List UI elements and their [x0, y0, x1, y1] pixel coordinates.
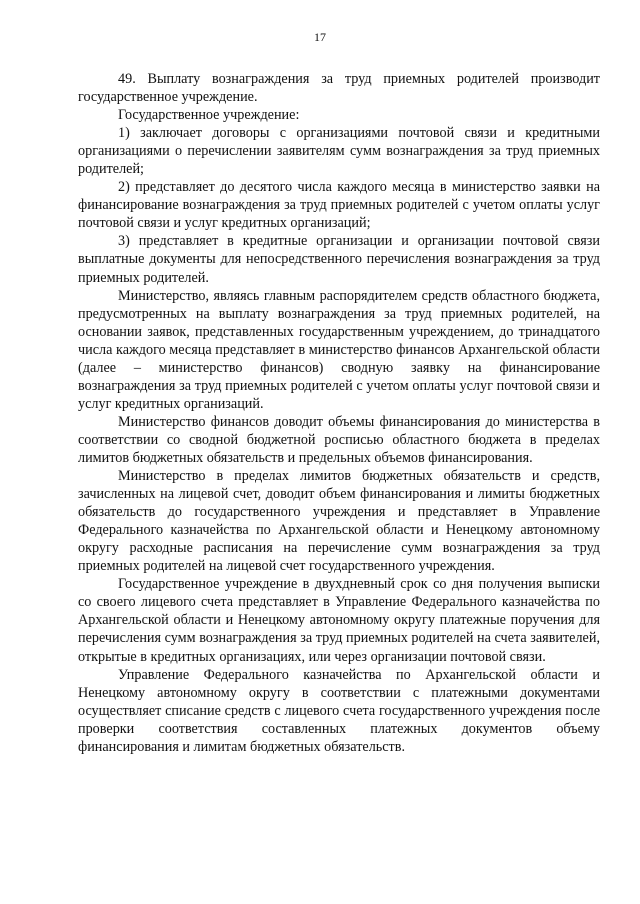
paragraph-treasury: Управление Федерального казначейства по Архангельской области и Ненецкому автономному округу в соответствии с платежными документами осуществляет списание средств с лицевого счета государственного учреждения после проверки соответствия составленных платежных документов объему финансирования и лимитам бюджетных обязательств. [78, 666, 600, 755]
document-body [78, 70, 600, 756]
page-number: 17 [314, 30, 326, 44]
paragraph-item-3: 3) представляет в кредитные организации и организации почтовой связи выплатные документы для непосредственного перечисления вознаграждения за труд приемных родителей. [78, 233, 600, 286]
paragraph-ministry-limits: Министерство в пределах лимитов бюджетных обязательств и средств, зачисленных на лицевой счет, доводит объем финансирования и лимиты бюджетных обязательств до государственного учреждения и представляет в Управление Федерального казначейства по Архангельской области и Ненецкому автономному округу расходные расписания на перечисление сумм вознаграждения за труд приемных родителей на лицевой счет государственного учреждения. [78, 468, 600, 575]
paragraph-ministry-request: Министерство, являясь главным распорядителем средств областного бюджета, предусмотренных на выплату вознаграждения за труд приемных родителей, на основании заявок, представленных государственным учреждением, до тринадцатого числа каждого месяца представляет в министерство финансов Архангельской области (далее – министерство финансов) сводную заявку на финансирование вознаграждения за труд приемных родителей с учетом оплаты услуг почтовой связи и услуг кредитных организаций. [78, 287, 600, 412]
paragraph-item-2: 2) представляет до десятого числа каждого месяца в министерство заявки на финансирование вознаграждения за труд приемных родителей с учетом оплаты услуг почтовой связи и услуг кредитных организаций; [78, 179, 600, 232]
paragraph-49: 49. Выплату вознаграждения за труд приемных родителей производит государственное учреждение. [78, 71, 600, 106]
paragraph-item-1: 1) заключает договоры с организациями почтовой связи и кредитными организациями о перечислении заявителям сумм вознаграждения за труд приемных родителей; [78, 125, 600, 178]
paragraph-institution-intro: Государственное учреждение: [118, 107, 300, 124]
paragraph-institution-payments: Государственное учреждение в двухдневный срок со дня получения выписки со своего лицевого счета представляет в Управление Федерального казначейства по Архангельской области и Ненецкому автономному округу платежные поручения для перечисления сумм вознаграждения за труд приемных родителей на счета заявителей, открытые в кредитных организациях, или через организации почтовой связи. [78, 576, 600, 665]
paragraph-finance-ministry: Министерство финансов доводит объемы финансирования до министерства в соответствии со сводной бюджетной росписью областного бюджета в пределах лимитов бюджетных обязательств и предельных объемов финансирования. [78, 413, 600, 466]
